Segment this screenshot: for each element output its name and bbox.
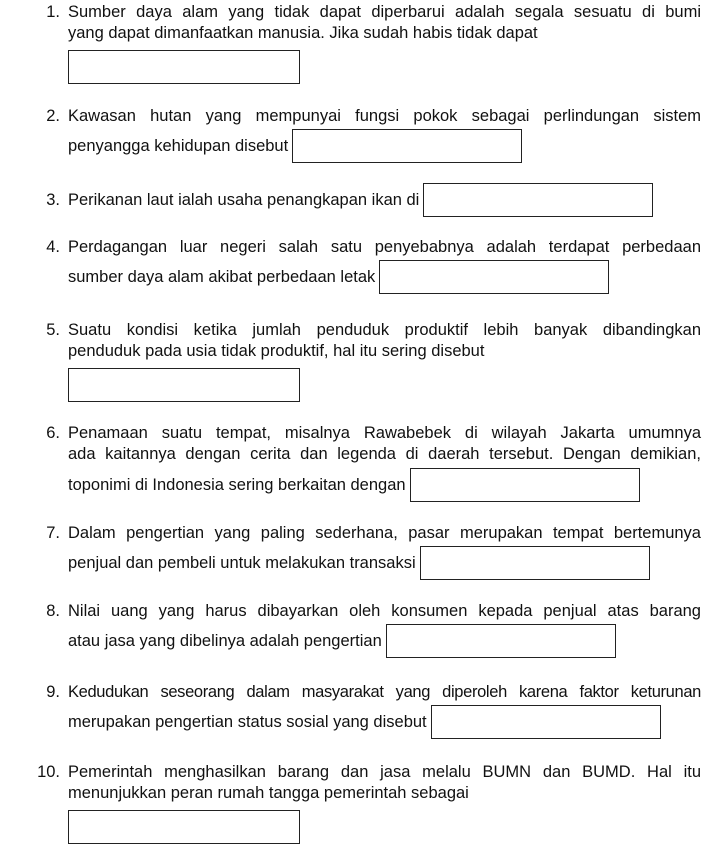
question-text: Dalam pengertian yang paling sederhana, pasar merupakan tempat bertemunya: [68, 524, 701, 542]
question-number: 4.: [46, 238, 60, 256]
question-text: menunjukkan peran rumah tangga pemerintah sebagai: [68, 784, 469, 802]
question-number: 3.: [46, 191, 60, 209]
question-number: 10.: [37, 763, 60, 781]
answer-box[interactable]: [68, 50, 300, 84]
answer-box[interactable]: [420, 546, 650, 580]
answer-box[interactable]: [68, 810, 300, 844]
question-text: Perdagangan luar negeri salah satu penyebabnya adalah terdapat perbedaan: [68, 238, 701, 256]
answer-box[interactable]: [410, 468, 640, 502]
question-text: penjual dan pembeli untuk melakukan transaksi: [68, 553, 416, 572]
answer-box[interactable]: [292, 129, 522, 163]
question-text: Nilai uang yang harus dibayarkan oleh konsumen kepada penjual atas barang: [68, 602, 701, 620]
answer-box[interactable]: [68, 368, 300, 402]
answer-box[interactable]: [379, 260, 609, 294]
question-text: sumber daya alam akibat perbedaan letak: [68, 267, 376, 286]
question-text: Sumber daya alam yang tidak dapat diperbarui adalah segala sesuatu di bumi: [68, 3, 701, 21]
question-number: 7.: [46, 524, 60, 542]
question-number: 2.: [46, 107, 60, 125]
answer-box[interactable]: [423, 183, 653, 217]
question-text: Perikanan laut ialah usaha penangkapan ikan di: [68, 190, 420, 209]
question-text: Penamaan suatu tempat, misalnya Rawabebek di wilayah Jakarta umumnya: [68, 424, 701, 442]
question-text: Kedudukan seseorang dalam masyarakat yang diperoleh karena faktor keturunan: [68, 683, 701, 701]
question-text: penyangga kehidupan disebut: [68, 136, 289, 155]
question-text: yang dapat dimanfaatkan manusia. Jika sudah habis tidak dapat: [68, 24, 538, 42]
question-text: Suatu kondisi ketika jumlah penduduk produktif lebih banyak dibandingkan: [68, 321, 701, 339]
question-text: penduduk pada usia tidak produktif, hal itu sering disebut: [68, 342, 485, 360]
question-number: 8.: [46, 602, 60, 620]
question-number: 1.: [46, 3, 60, 21]
answer-box[interactable]: [431, 705, 661, 739]
question-number: 5.: [46, 321, 60, 339]
answer-box[interactable]: [386, 624, 616, 658]
question-text: Pemerintah menghasilkan barang dan jasa melalu BUMN dan BUMD. Hal itu: [68, 763, 701, 781]
question-text: merupakan pengertian status sosial yang disebut: [68, 712, 427, 731]
question-text: atau jasa yang dibelinya adalah pengertian: [68, 631, 382, 650]
question-text: ada kaitannya dengan cerita dan legenda di daerah tersebut. Dengan demikian,: [68, 445, 701, 463]
question-number: 6.: [46, 424, 60, 442]
question-text: toponimi di Indonesia sering berkaitan dengan: [68, 475, 406, 494]
question-text: Kawasan hutan yang mempunyai fungsi pokok sebagai perlindungan sistem: [68, 107, 701, 125]
question-number: 9.: [46, 683, 60, 701]
